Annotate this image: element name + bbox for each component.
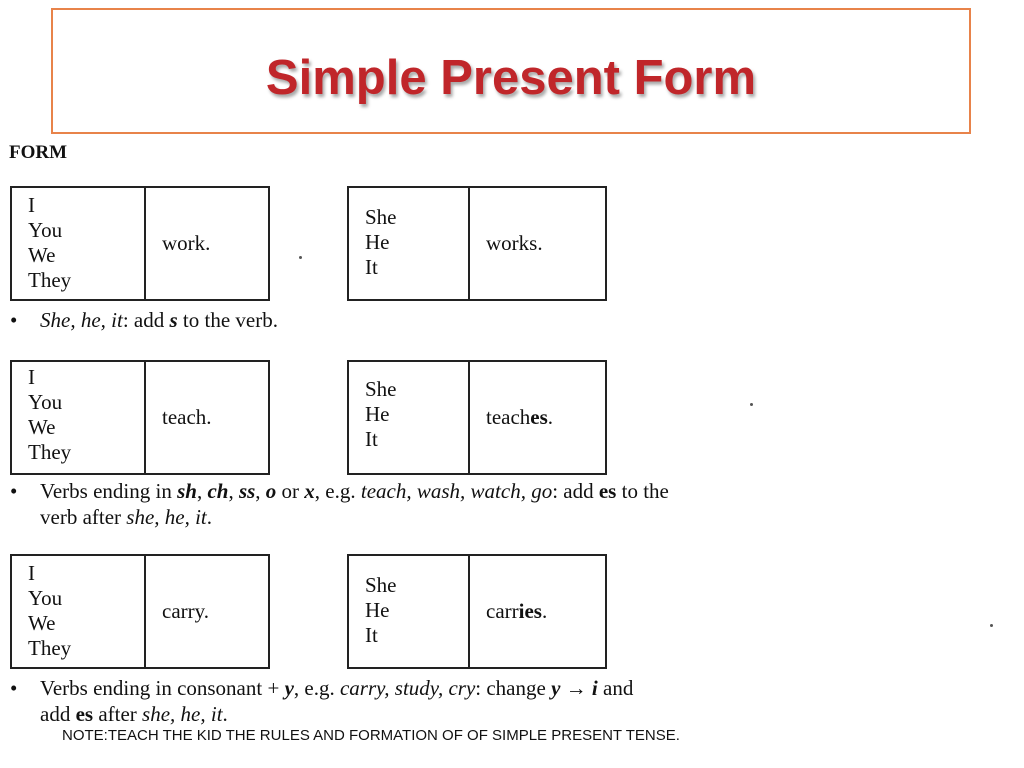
pronoun-i: I bbox=[28, 193, 35, 217]
rule-text: after bbox=[93, 702, 143, 726]
pronoun-we: We bbox=[28, 243, 56, 267]
form-heading: FORM bbox=[9, 142, 68, 163]
pronoun-she: She bbox=[365, 377, 397, 401]
rule-pronouns: she, he, it bbox=[142, 702, 223, 726]
table-singular-works bbox=[347, 186, 607, 301]
stray-dot bbox=[750, 403, 753, 406]
rule-suffix: es bbox=[75, 702, 94, 726]
verb-cell: carry. bbox=[162, 599, 210, 623]
slide-title: Simple Present Form bbox=[265, 51, 757, 105]
rule-3 bbox=[10, 675, 633, 727]
bullet: • bbox=[10, 479, 18, 503]
rule-text: : add bbox=[552, 479, 599, 503]
rule-text: Verbs ending in consonant + bbox=[40, 676, 285, 700]
verb-end: . bbox=[537, 231, 543, 255]
ending-sh: sh bbox=[177, 479, 197, 503]
rule-from-letter: y bbox=[551, 676, 561, 700]
rule-text: verb after bbox=[40, 505, 127, 529]
verb-cell bbox=[470, 188, 605, 299]
verb-suffix: ies bbox=[518, 599, 542, 623]
pronoun-we: We bbox=[28, 611, 56, 635]
pronoun-you: You bbox=[28, 390, 63, 414]
verb-cell bbox=[470, 556, 605, 667]
pronoun-she: She bbox=[365, 205, 397, 229]
rule-text: : add bbox=[122, 308, 170, 332]
rule-text: Verbs ending in bbox=[40, 479, 178, 503]
rule-letter: s bbox=[169, 308, 178, 332]
rule-pronouns: She, he, it bbox=[40, 308, 123, 332]
rule-text: : change bbox=[475, 676, 552, 700]
pronoun-she: She bbox=[365, 573, 397, 597]
rule-text: , e.g. bbox=[293, 676, 340, 700]
verb-stem: works bbox=[486, 231, 538, 255]
ending-ss: ss bbox=[238, 479, 256, 503]
arrow-right-icon: → bbox=[560, 676, 592, 700]
verb-cell: work. bbox=[162, 231, 211, 255]
rule-1 bbox=[10, 307, 278, 333]
rule-3-line-1 bbox=[10, 675, 633, 701]
verb-end: . bbox=[547, 405, 554, 429]
rule-suffix: es bbox=[598, 479, 617, 503]
rule-examples: teach, wash, watch, go bbox=[360, 479, 553, 503]
pronoun-he: He bbox=[365, 402, 390, 426]
table-singular-teaches bbox=[347, 360, 607, 475]
stray-dot bbox=[299, 256, 302, 259]
pronoun-they: They bbox=[28, 636, 72, 660]
pronoun-they: They bbox=[28, 268, 72, 292]
verb-suffix: es bbox=[530, 405, 548, 429]
pronoun-cell bbox=[349, 362, 470, 473]
pronoun-i: I bbox=[28, 561, 35, 585]
rule-2 bbox=[10, 478, 669, 530]
rule-text: to the verb. bbox=[177, 308, 278, 332]
pronoun-cell bbox=[349, 188, 470, 299]
pronoun-you: You bbox=[28, 218, 63, 242]
verb-end: . bbox=[541, 599, 548, 623]
verb-cell: teach. bbox=[162, 405, 212, 429]
table-singular-carries bbox=[347, 554, 607, 669]
pronoun-cell bbox=[12, 556, 146, 667]
rule-text: , e.g. bbox=[314, 479, 361, 503]
pronoun-cell bbox=[12, 188, 146, 299]
rule-text: add bbox=[40, 702, 76, 726]
rule-3-line-2 bbox=[10, 701, 633, 727]
pronoun-it: It bbox=[365, 623, 378, 647]
table-plural-work bbox=[10, 186, 270, 301]
rule-text: . bbox=[222, 702, 228, 726]
verb-stem: carr bbox=[486, 599, 519, 623]
ending-ch: ch bbox=[207, 479, 229, 503]
rule-2-line-1: • Verbs ending in sh, ch, ss, o or x, e.g. teach, wash, watch, go: add es to the bbox=[10, 479, 669, 503]
rule-to-letter: i bbox=[591, 676, 598, 700]
pronoun-we: We bbox=[28, 415, 56, 439]
ending-o: o bbox=[265, 479, 277, 503]
verb-stem: teach bbox=[486, 405, 531, 429]
pronoun-i: I bbox=[28, 365, 35, 389]
bullet: • bbox=[10, 676, 18, 700]
ending-x: x bbox=[304, 479, 315, 503]
rule-text: . bbox=[206, 505, 213, 529]
bullet: • bbox=[10, 308, 18, 332]
table-plural-carry bbox=[10, 554, 270, 669]
stray-dot bbox=[990, 624, 993, 627]
pronoun-cell bbox=[349, 556, 470, 667]
pronoun-it: It bbox=[365, 427, 378, 451]
rule-pronouns: she, he, it bbox=[126, 505, 207, 529]
verb-cell bbox=[470, 362, 605, 473]
rule-letter: y bbox=[284, 676, 294, 700]
pronoun-you: You bbox=[28, 586, 63, 610]
pronoun-it: It bbox=[365, 255, 378, 279]
pronoun-cell bbox=[12, 362, 146, 473]
pronoun-he: He bbox=[365, 598, 390, 622]
rule-text: to the bbox=[616, 479, 669, 503]
pronoun-he: He bbox=[365, 230, 390, 254]
pronoun-they: They bbox=[28, 440, 72, 464]
rule-text: or bbox=[276, 479, 305, 503]
rule-examples: carry, study, cry bbox=[339, 676, 476, 700]
teacher-note: NOTE:TEACH THE KID THE RULES AND FORMATION OF OF SIMPLE PRESENT TENSE. bbox=[62, 727, 680, 744]
title-box bbox=[51, 8, 971, 134]
table-plural-teach bbox=[10, 360, 270, 475]
rule-text: and bbox=[597, 676, 634, 700]
rule-2-line-2 bbox=[10, 504, 669, 530]
